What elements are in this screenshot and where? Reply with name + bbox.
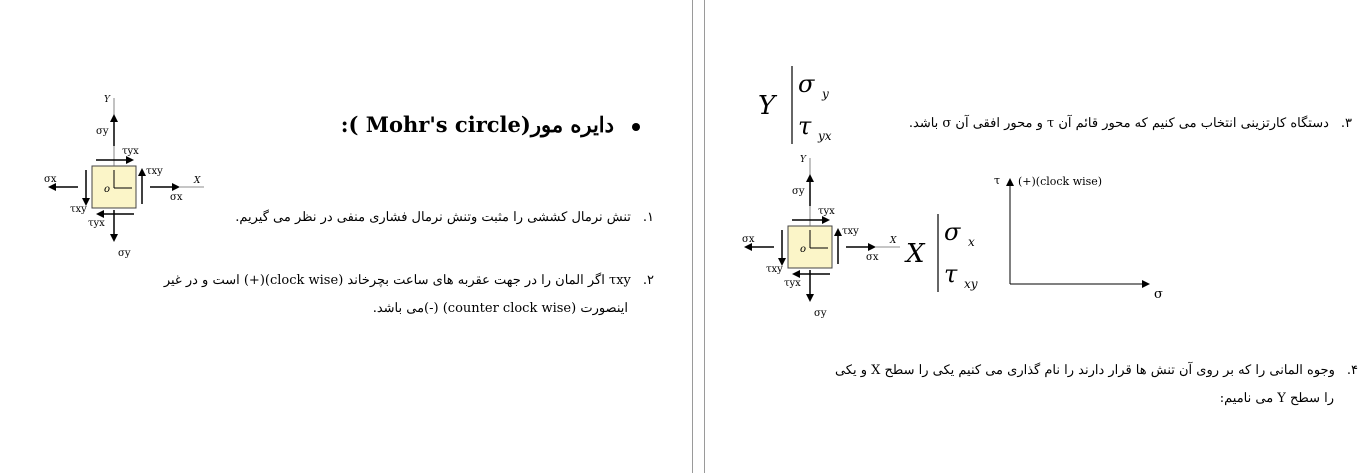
tau-yx-bottom: τyx [88, 218, 105, 229]
svg-text:τxy: τxy [842, 226, 859, 237]
sigma-y-top: σy [96, 126, 109, 137]
right-page [706, 0, 1372, 473]
svg-text:σy: σy [814, 308, 827, 319]
svg-text:τyx: τyx [784, 278, 801, 289]
svg-text:Y: Y [758, 91, 776, 121]
tau-xy-right: τxy [146, 166, 163, 177]
right-item-4: ۴.وجوه المانی را که بر روی آن تنش ها قرار دارند را نام گذاری می کنیم یکی را سطح X و یکی [834, 363, 1358, 378]
svg-text:σx: σx [742, 234, 755, 245]
sigma-axis-label: σ [1154, 287, 1163, 302]
svg-text:σy: σy [792, 186, 805, 197]
svg-text:yx: yx [818, 129, 832, 143]
svg-text:τyx: τyx [818, 206, 835, 217]
svg-text:σx: σx [866, 252, 879, 263]
svg-text:y: y [822, 87, 829, 101]
svg-text:xy: xy [964, 277, 978, 291]
sigma-x-right: σx [170, 192, 183, 203]
svg-text:τxy: τxy [766, 264, 783, 275]
left-item-2-line-2: اینصورت (counter clock wise) (-)می باشد. [372, 301, 628, 316]
tau-yx-top: τyx [122, 146, 139, 157]
svg-text:σ: σ [798, 70, 815, 98]
svg-text:x: x [968, 235, 975, 249]
axis-x-label: X [194, 176, 201, 186]
sigma-x-left: σx [44, 174, 57, 185]
left-item-2: ۲.τxy اگر المان را در جهت عقربه های ساعت بچرخاند (clock wise)(+) است و در غیر [163, 273, 654, 288]
origin-label: o [104, 184, 111, 195]
axis-y-label: Y [104, 95, 110, 105]
page-divider-right [704, 0, 705, 473]
svg-text:o: o [800, 244, 807, 255]
sigma-y-bottom: σy [118, 248, 131, 259]
tau-axis-note: (+)(clock wise) [1018, 175, 1103, 188]
tau-axis-label: τ [994, 174, 1001, 187]
right-item-3: ۳.دستگاه کارتزینی انتخاب می کنیم که محور قائم آن τ و محور افقی آن σ باشد. [908, 116, 1352, 131]
right-item-4-line-2: را سطح Y می نامیم: [1219, 391, 1334, 406]
bullet-icon [632, 123, 640, 131]
tau-sigma-axes [990, 172, 1170, 302]
svg-text:X: X [890, 236, 897, 246]
element-diagram-left [30, 88, 270, 268]
svg-text:X: X [906, 239, 925, 269]
svg-text:τ: τ [944, 260, 958, 288]
left-item-1: ۱.تنش نرمال کششی را مثبت وتنش نرمال فشاری منفی در نظر می گیریم. [235, 210, 654, 225]
face-y-notation [752, 58, 862, 148]
page-divider-left [692, 0, 693, 473]
svg-text:σ: σ [944, 218, 961, 246]
mohr-circle-heading: دایره مور(Mohr's circle ): [341, 112, 640, 137]
svg-text:Y: Y [800, 155, 806, 165]
svg-text:τ: τ [798, 112, 812, 140]
tau-xy-left: τxy [70, 204, 87, 215]
